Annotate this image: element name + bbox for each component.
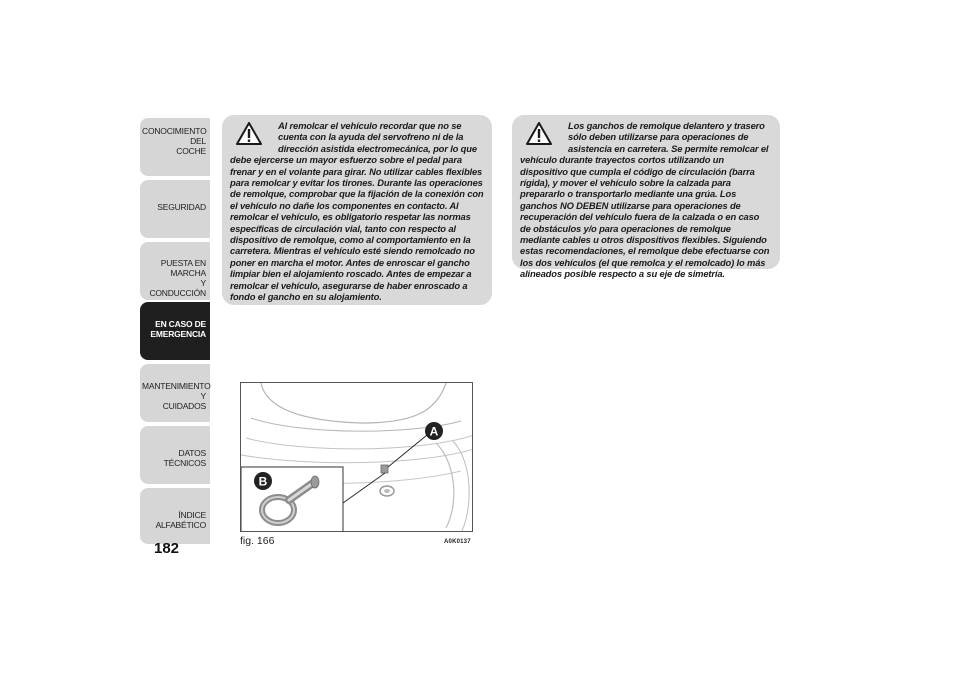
warning-text-right: Los ganchos de remolque delantero y trasero sólo deben utilizarse para operaciones de asistencia en carretera. Se permite remolcar el vehículo durante trayectos cortos utilizando un dispositivo que cumpla el código de circulación (barra rígida), y mover el vehículo sobre la calzada para prepararlo o transportarlo mediante una grúa. Los ganchos NO DEBEN utilizarse para operaciones de recuperación del vehículo fuera de la calzada o en caso de obstáculos y/o para operaciones de remolque mediante cables u otros dispositivos flexibles. Siguiendo estas recomendaciones, el remolque debe efectuarse con los dos vehículos (el que remolca y el remolcado) lo más alineados posible respecto a su eje de simetría. <box>520 120 770 280</box>
tab-puesta-en-marcha[interactable]: PUESTA EN MARCHA Y CONDUCCIÓN <box>140 242 210 300</box>
figure-code: A0K0137 <box>444 539 471 545</box>
tab-en-caso-de-emergencia[interactable]: EN CASO DE EMERGENCIA <box>140 302 210 360</box>
tab-mantenimiento[interactable]: MANTENIMIENTO Y CUIDADOS <box>140 364 210 422</box>
warning-text-left: Al remolcar el vehículo recordar que no se cuenta con la ayuda del servofreno ni de la dirección asistida electromecánica, por lo que debe ejercerse un mayor esfuerzo sobre el pedal para frenar y en el volante para girar. No utilizar cables flexibles para remolcar y evitar los tirones. Durante las operaciones de remolque, comprobar que la fijación de la conexión con el vehículo no dañe los componentes en contacto. Al remolcar el vehículo, es obligatorio respetar las normas específicas de circulación vial, tanto con respecto al dispositivo de remolque, como al comportamiento en la carretera. Mientras el vehículo esté siendo remolcado no poner en marcha el motor. Antes de enroscar el gancho limpiar bien el alojamiento roscado. Antes de empezar a remolcar el vehículo, asegurarse de haber enroscado a fondo el gancho en su alojamiento. <box>230 120 484 303</box>
callout-b-label: B <box>258 474 268 489</box>
tab-indice-alfabetico[interactable]: ÍNDICE ALFABÉTICO <box>140 488 210 544</box>
rear-car-illustration <box>241 383 473 532</box>
page-number: 182 <box>154 540 180 557</box>
callout-a-label: A <box>429 424 439 439</box>
tab-conocimiento-del-coche[interactable]: CONOCIMIENTO DEL COCHE <box>140 118 210 176</box>
warning-box-right <box>512 115 780 280</box>
figure-tow-hook <box>240 382 473 532</box>
warning-triangle-icon <box>526 122 552 146</box>
warning-box-left <box>222 115 492 305</box>
warning-triangle-icon <box>236 122 262 146</box>
figure-caption: fig. 166 <box>240 535 275 547</box>
tab-seguridad[interactable]: SEGURIDAD <box>140 180 210 238</box>
tab-datos-tecnicos[interactable]: DATOS TÉCNICOS <box>140 426 210 484</box>
